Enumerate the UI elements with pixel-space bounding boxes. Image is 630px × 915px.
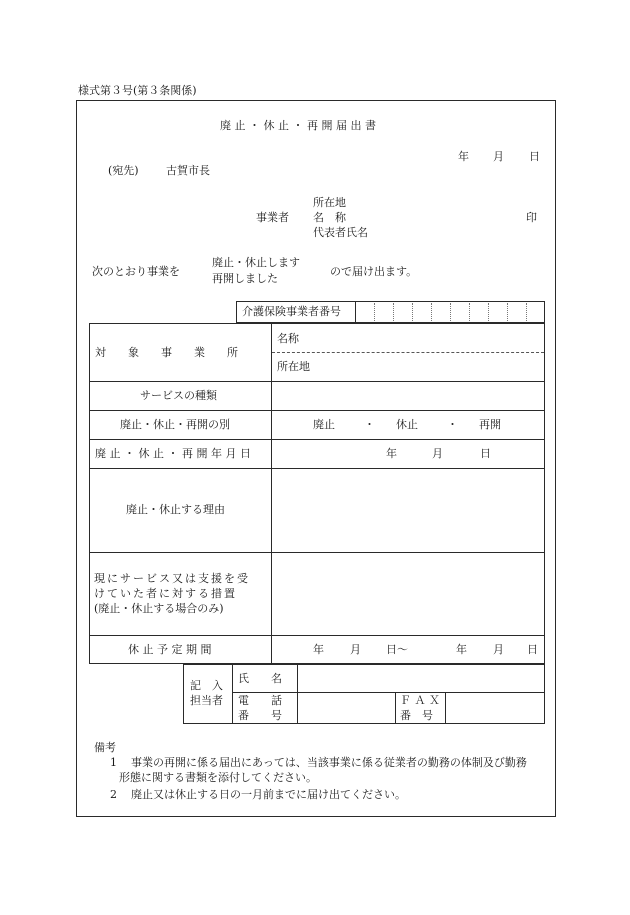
suspension-day-from: 日〜 bbox=[386, 643, 408, 656]
notice-option-1: 廃止・休止します bbox=[212, 256, 300, 269]
contact-fax-label-2: 番 号 bbox=[400, 709, 433, 722]
note-2-number: 2 bbox=[110, 788, 117, 801]
facility-location-label: 所在地 bbox=[277, 360, 310, 373]
operator-label: 事業者 bbox=[256, 211, 289, 224]
suspension-label: 休 止 予 定 期 間 bbox=[128, 643, 212, 656]
operator-location-label: 所在地 bbox=[313, 196, 346, 209]
operator-representative-label: 代表者氏名 bbox=[313, 226, 368, 239]
suspension-year: 年 bbox=[313, 643, 324, 656]
form-number: 様式第３号(第３条関係) bbox=[78, 84, 197, 97]
addressee-name: 古賀市長 bbox=[166, 164, 210, 177]
category-separator-1: ・ bbox=[364, 418, 375, 431]
date-row-year: 年 bbox=[386, 447, 397, 460]
note-2-line-1: 廃止又は休止する日の一月前までに届け出てください。 bbox=[131, 788, 406, 801]
category-option-resume: 再開 bbox=[479, 418, 501, 431]
contact-label-2: 担当者 bbox=[190, 694, 223, 707]
measures-line-2: けていた者に対する措置 bbox=[94, 587, 237, 600]
date-row-label: 廃 止 ・ 休 止 ・ 再 開 年 月 日 bbox=[95, 447, 251, 460]
date-day: 日 bbox=[529, 150, 540, 163]
note-1-line-1: 事業の再開に係る届出にあっては、当該事業に係る従業者の勤務の体制及び勤務 bbox=[131, 756, 527, 769]
contact-fax-label-1: Ｆ Ａ Ｘ bbox=[400, 694, 440, 707]
form-title: 廃 止 ・ 休 止 ・ 再 開 届 出 書 bbox=[220, 119, 376, 132]
date-month: 月 bbox=[493, 150, 504, 163]
notice-suffix: ので届け出ます。 bbox=[330, 265, 418, 278]
service-type-label: サービスの種類 bbox=[140, 389, 217, 402]
date-row-day: 日 bbox=[480, 447, 491, 460]
addressee-label: (宛先) bbox=[108, 164, 139, 177]
notice-prefix: 次のとおり事業を bbox=[92, 265, 180, 278]
notes-heading: 備考 bbox=[94, 741, 116, 754]
operator-name-label: 名 称 bbox=[313, 211, 346, 224]
suspension-year-2: 年 bbox=[456, 643, 467, 656]
category-label: 廃止・休止・再開の別 bbox=[120, 418, 230, 431]
suspension-month: 月 bbox=[350, 643, 361, 656]
contact-phone-label-2: 番 号 bbox=[238, 709, 282, 722]
suspension-month-2: 月 bbox=[493, 643, 504, 656]
insurer-number-label: 介護保険事業者番号 bbox=[242, 305, 341, 318]
contact-name-label: 氏 名 bbox=[238, 672, 282, 685]
notice-option-2: 再開しました bbox=[212, 272, 278, 285]
facility-name-label: 名称 bbox=[277, 332, 299, 345]
date-year: 年 bbox=[458, 150, 469, 163]
note-1-line-2: 形態に関する書類を添付してください。 bbox=[119, 771, 317, 784]
contact-phone-label-1: 電 話 bbox=[238, 694, 282, 707]
measures-line-1: 現にサービス又は支援を受 bbox=[94, 572, 250, 585]
category-separator-2: ・ bbox=[447, 418, 458, 431]
facility-label: 対 象 事 業 所 bbox=[95, 346, 238, 359]
measures-line-3: (廃止・休止する場合のみ) bbox=[94, 602, 224, 615]
seal-mark: 印 bbox=[526, 211, 537, 224]
category-option-suspend: 休止 bbox=[396, 418, 418, 431]
date-row-month: 月 bbox=[432, 447, 443, 460]
note-1-number: 1 bbox=[110, 756, 117, 769]
contact-label-1: 記 入 bbox=[190, 679, 223, 692]
reason-label: 廃止・休止する理由 bbox=[126, 503, 225, 516]
category-option-abolish: 廃止 bbox=[313, 418, 335, 431]
suspension-day-2: 日 bbox=[527, 643, 538, 656]
